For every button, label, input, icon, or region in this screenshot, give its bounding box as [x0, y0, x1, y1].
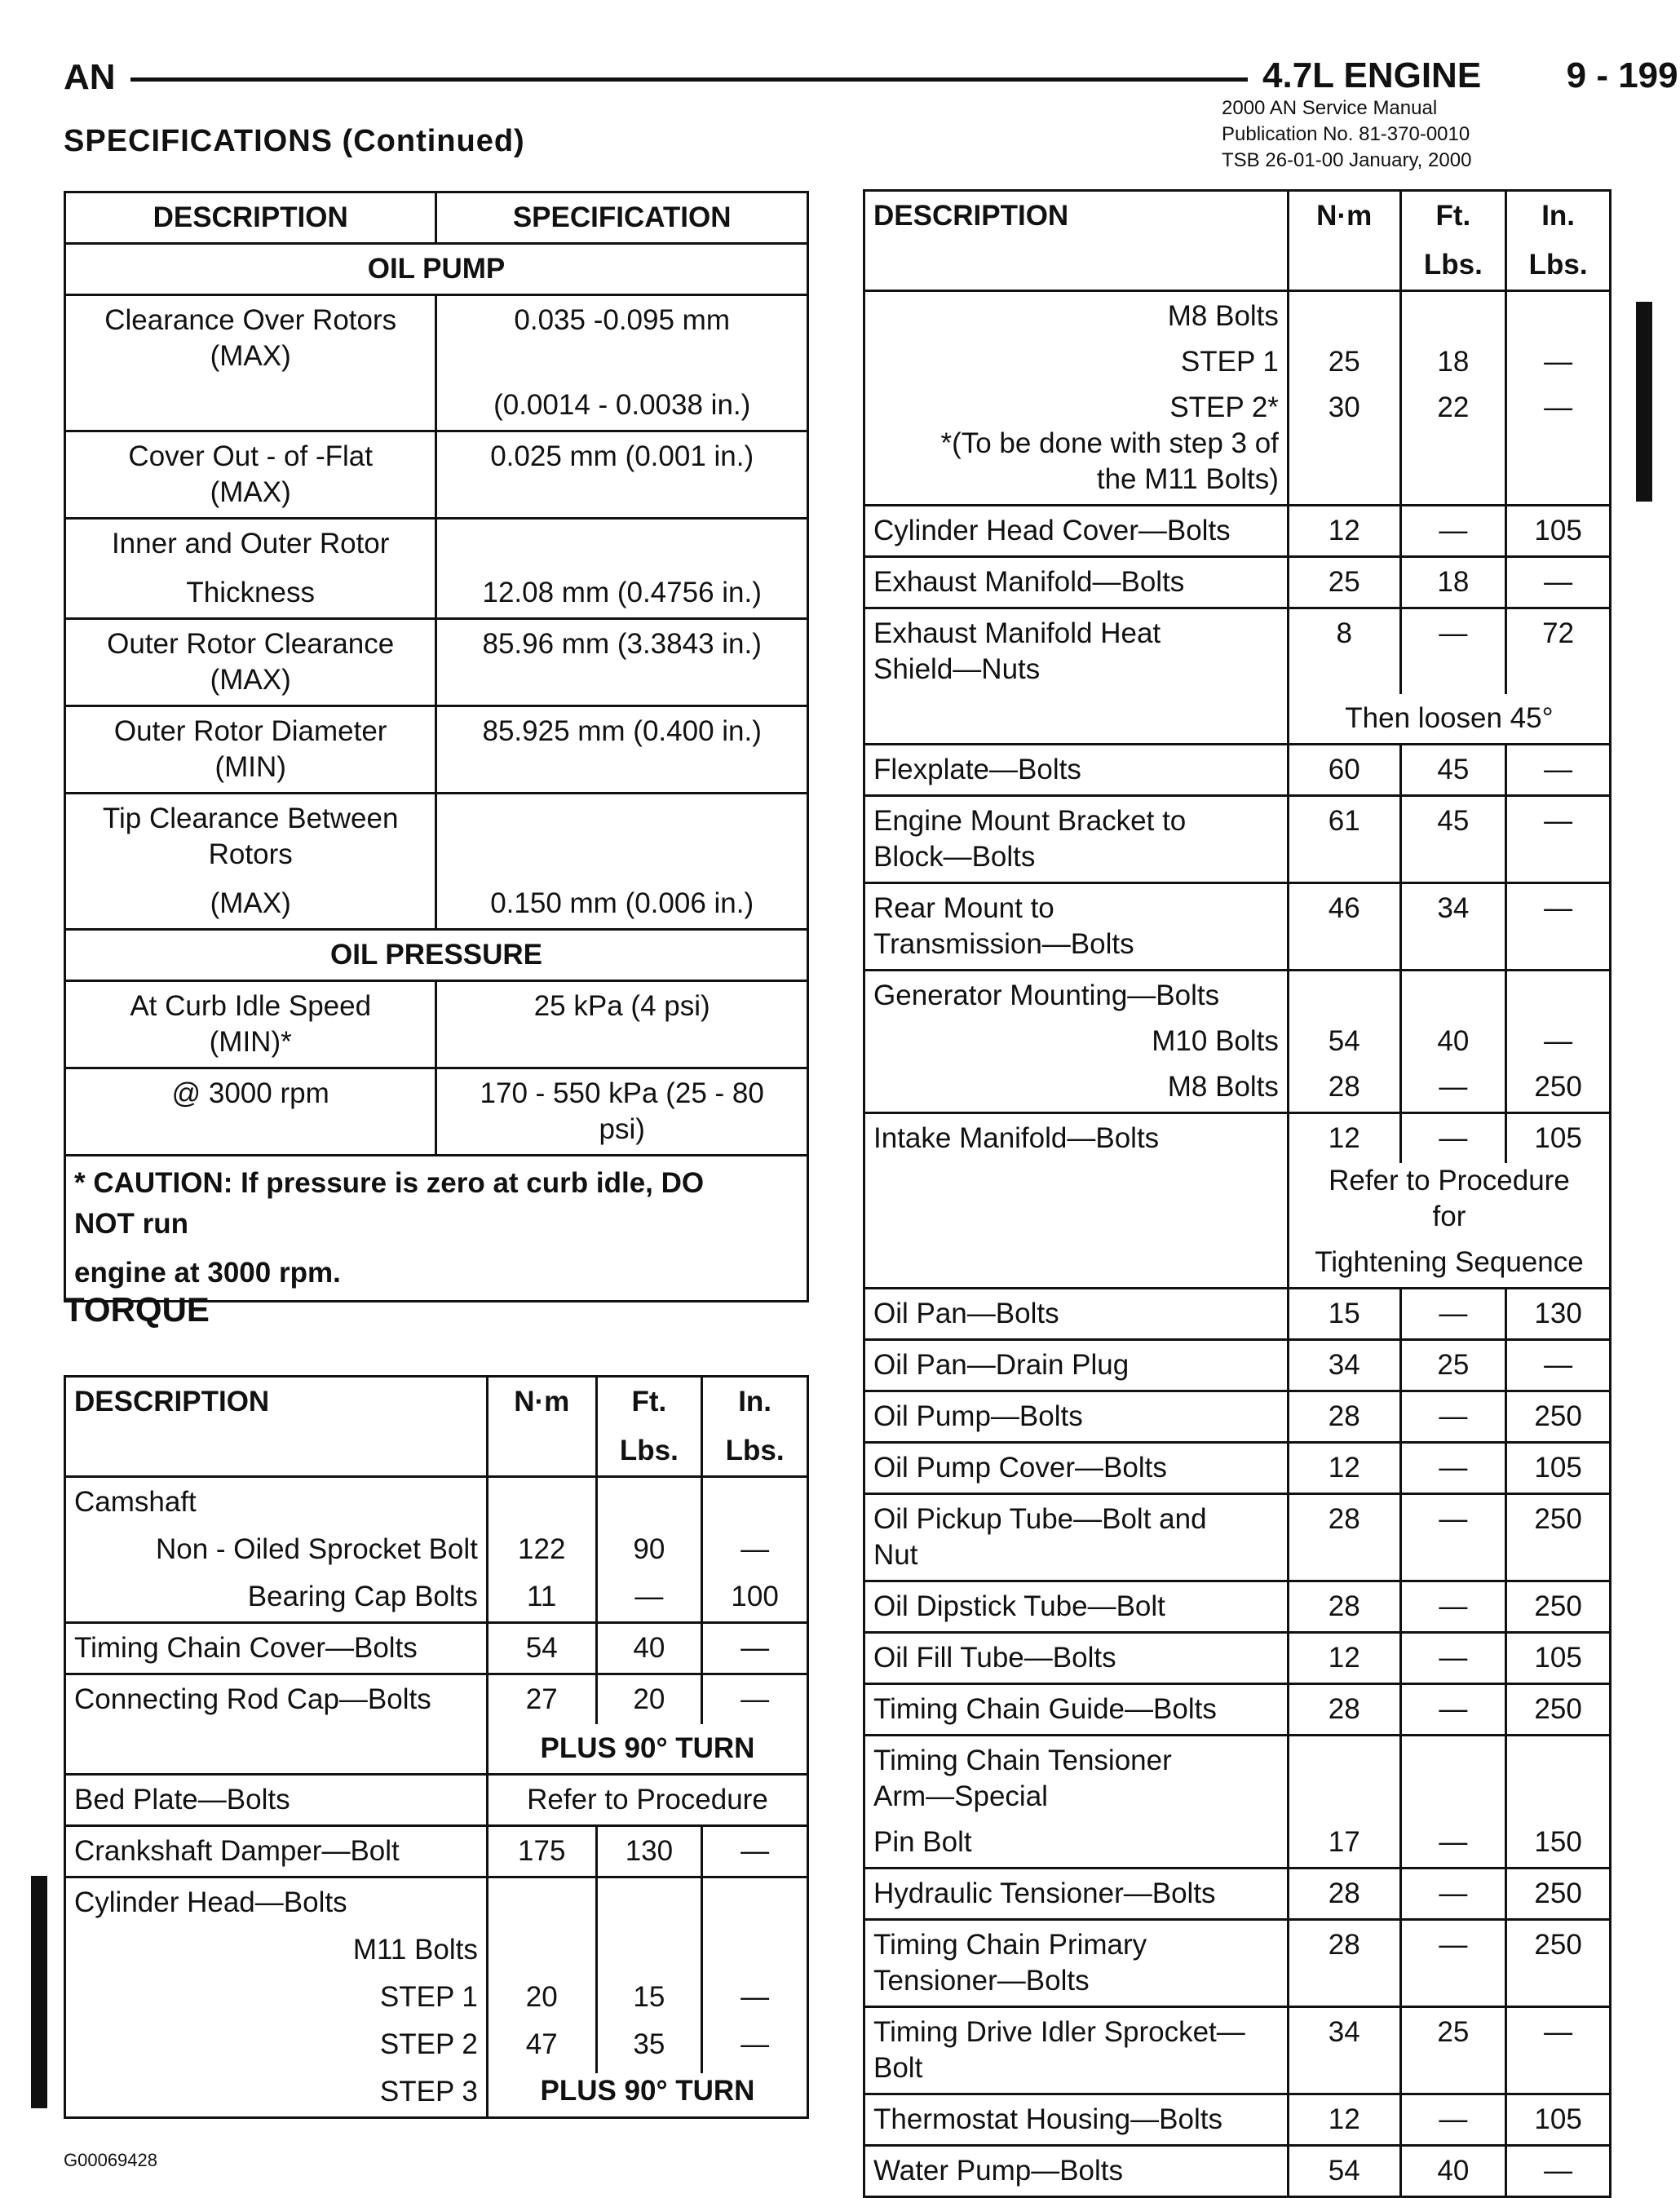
torque-ft: 40 — — [1400, 971, 1506, 1113]
torque-header-ft: Ft. Lbs. — [596, 1377, 702, 1477]
table-row — [65, 619, 808, 706]
table-row — [65, 519, 808, 619]
torque-desc: Intake Manifold—Bolts — [864, 1113, 1289, 1289]
oil-pressure-heading: OIL PRESSURE — [65, 930, 808, 981]
spec-header-description: DESCRIPTION — [65, 192, 436, 244]
torque-in: — 250 — [1506, 971, 1611, 1113]
torque-note: Then loosen 45° — [1288, 694, 1610, 745]
table-row — [864, 1443, 1611, 1494]
spec-value: 85.96 mm (3.3843 in.) — [436, 619, 808, 706]
torque-table-right — [863, 189, 1611, 2198]
torque-ft: 25 — [1400, 1340, 1506, 1391]
table-row — [65, 1826, 808, 1877]
torque-desc: Hydraulic Tensioner—Bolts — [864, 1869, 1289, 1920]
header-title — [1262, 55, 1678, 96]
torque-header-nm: N·m — [1288, 191, 1400, 291]
torque-in: 105 — [1506, 506, 1611, 557]
torque-desc: Generator Mounting—Bolts M10 Bolts M8 Bolts — [864, 971, 1289, 1113]
torque-ft: 25 — [1400, 2007, 1506, 2094]
spec-value: 0.025 mm (0.001 in.) — [436, 431, 808, 519]
spec-value: 0.150 mm (0.006 in.) — [436, 794, 808, 930]
torque-in: 105 — [1506, 1113, 1611, 1164]
torque-nm: 20 47 — [487, 1877, 596, 2073]
torque-in: 250 — [1506, 1581, 1611, 1633]
table-row — [864, 291, 1611, 506]
torque-header-in: In. Lbs. — [1506, 191, 1611, 291]
torque-ft: — — [1400, 1633, 1506, 1684]
torque-note: PLUS 90° TURN — [487, 2073, 807, 2118]
torque-note: Refer to Procedure — [487, 1775, 807, 1826]
spec-header-specification: SPECIFICATION — [436, 192, 808, 244]
page-number: 9 - 199 — [1566, 55, 1678, 95]
torque-nm: 12 — [1288, 2094, 1400, 2146]
spec-desc: At Curb Idle Speed (MIN)* — [65, 981, 436, 1068]
spec-desc: Inner and Outer Rotor Thickness — [65, 519, 436, 619]
torque-header-nm: N·m — [487, 1377, 596, 1477]
torque-desc: Oil Pan—Drain Plug — [864, 1340, 1289, 1391]
spec-desc: Clearance Over Rotors (MAX) — [65, 295, 436, 431]
table-row — [864, 557, 1611, 608]
torque-desc: Camshaft Non - Oiled Sprocket Bolt Bearing Cap Bolts — [65, 1477, 488, 1623]
torque-nm: 60 — [1288, 745, 1400, 796]
torque-desc: Exhaust Manifold Heat Shield—Nuts — [864, 608, 1289, 745]
torque-desc: M8 Bolts STEP 1 STEP 2* *(To be done with step 3 of the M11 Bolts) — [864, 291, 1289, 506]
torque-nm: 122 11 — [487, 1477, 596, 1623]
torque-desc: Connecting Rod Cap—Bolts — [65, 1674, 488, 1775]
torque-ft: 18 22 — [1400, 291, 1506, 506]
change-bar-left — [31, 1876, 47, 2108]
torque-header-in: In. Lbs. — [702, 1377, 808, 1477]
torque-in: — — [1506, 2146, 1611, 2197]
torque-ft: — — [1400, 1289, 1506, 1340]
torque-title: TORQUE — [64, 1290, 210, 1329]
section-title: SPECIFICATIONS (Continued) — [64, 124, 525, 158]
publication-info — [1222, 95, 1471, 174]
torque-desc: Crankshaft Damper—Bolt — [65, 1826, 488, 1877]
torque-ft: 130 — [596, 1826, 702, 1877]
oil-pump-heading: OIL PUMP — [65, 244, 808, 295]
torque-in: 105 — [1506, 2094, 1611, 2146]
torque-nm: 28 — [1288, 1920, 1400, 2007]
torque-nm: 61 — [1288, 796, 1400, 883]
torque-in: — — — [702, 1877, 808, 2073]
spec-desc: Tip Clearance Between Rotors (MAX) — [65, 794, 436, 930]
table-row — [65, 1877, 808, 2073]
torque-nm: 28 — [1288, 1391, 1400, 1443]
spec-value: 12.08 mm (0.4756 in.) — [436, 519, 808, 619]
torque-ft: — — [1400, 2094, 1506, 2146]
torque-nm: 8 — [1288, 608, 1400, 695]
torque-in: 130 — [1506, 1289, 1611, 1340]
torque-in: 250 — [1506, 1494, 1611, 1581]
torque-in: — — [1506, 1340, 1611, 1391]
torque-desc: Flexplate—Bolts — [864, 745, 1289, 796]
torque-in: — — [1506, 557, 1611, 608]
header-section-code: AN — [64, 57, 116, 97]
torque-nm: 15 — [1288, 1289, 1400, 1340]
torque-nm: 54 28 — [1288, 971, 1400, 1113]
torque-desc: Oil Pump—Bolts — [864, 1391, 1289, 1443]
torque-ft: 40 — [1400, 2146, 1506, 2197]
torque-in: 105 — [1506, 1633, 1611, 1684]
torque-in: — — [1506, 745, 1611, 796]
torque-table-left — [64, 1375, 809, 2119]
torque-in: — — [702, 1826, 808, 1877]
torque-desc: Rear Mount to Transmission—Bolts — [864, 883, 1289, 971]
torque-ft: — — [1400, 1113, 1506, 1164]
header-engine-title: 4.7L ENGINE — [1262, 55, 1482, 95]
torque-nm: 12 — [1288, 1113, 1400, 1164]
torque-in: — 100 — [702, 1477, 808, 1623]
table-row — [864, 1340, 1611, 1391]
pub-line: TSB 26-01-00 January, 2000 — [1222, 149, 1472, 171]
torque-ft: — — [1400, 608, 1506, 695]
torque-in: 105 — [1506, 1443, 1611, 1494]
pub-line: 2000 AN Service Manual — [1222, 97, 1438, 119]
torque-in: — — — [1506, 291, 1611, 506]
torque-desc: Oil Pan—Bolts — [864, 1289, 1289, 1340]
table-row — [65, 794, 808, 930]
table-row — [65, 1623, 808, 1674]
torque-in: 250 — [1506, 1869, 1611, 1920]
torque-header-ft: Ft. Lbs. — [1400, 191, 1506, 291]
torque-ft: 45 — [1400, 745, 1506, 796]
spec-value: 170 - 550 kPa (25 - 80 psi) — [436, 1068, 808, 1156]
table-row — [65, 431, 808, 519]
torque-ft: — — [1400, 1494, 1506, 1581]
torque-desc: Oil Pickup Tube—Bolt and Nut — [864, 1494, 1289, 1581]
change-bar-right — [1636, 302, 1652, 502]
caution-note: * CAUTION: If pressure is zero at curb idle, DO NOT run engine at 3000 rpm. — [65, 1156, 808, 1302]
table-row — [864, 1494, 1611, 1581]
torque-desc: Timing Chain Guide—Bolts — [864, 1684, 1289, 1736]
table-row — [864, 1581, 1611, 1633]
torque-in: — — [702, 1623, 808, 1674]
torque-nm: 28 — [1288, 1684, 1400, 1736]
torque-nm: 12 — [1288, 1443, 1400, 1494]
table-row — [864, 2146, 1611, 2197]
torque-ft: 34 — [1400, 883, 1506, 971]
torque-desc: Engine Mount Bracket to Block—Bolts — [864, 796, 1289, 883]
torque-nm: 34 — [1288, 1340, 1400, 1391]
header-rule — [130, 77, 1248, 82]
torque-header-description: DESCRIPTION — [65, 1377, 488, 1477]
spec-desc: Cover Out - of -Flat (MAX) — [65, 431, 436, 519]
pub-line: Publication No. 81-370-0010 — [1222, 123, 1470, 145]
torque-in: 150 — [1506, 1736, 1611, 1869]
torque-desc: Exhaust Manifold—Bolts — [864, 557, 1289, 608]
torque-ft: — — [1400, 1736, 1506, 1869]
torque-in: 250 — [1506, 1391, 1611, 1443]
torque-ft: — — [1400, 1684, 1506, 1736]
torque-nm: 12 — [1288, 506, 1400, 557]
torque-nm: 17 — [1288, 1736, 1400, 1869]
torque-nm: 54 — [1288, 2146, 1400, 2197]
torque-nm: 25 30 — [1288, 291, 1400, 506]
spec-table — [64, 191, 809, 1302]
table-row — [65, 1775, 808, 1826]
torque-nm: 175 — [487, 1826, 596, 1877]
table-row — [864, 971, 1611, 1113]
spec-value: 85.925 mm (0.400 in.) — [436, 706, 808, 794]
table-row — [864, 1869, 1611, 1920]
torque-nm: 34 — [1288, 2007, 1400, 2094]
torque-desc: Oil Fill Tube—Bolts — [864, 1633, 1289, 1684]
table-row — [65, 1477, 808, 1623]
torque-note: PLUS 90° TURN — [487, 1724, 807, 1775]
table-row — [864, 1289, 1611, 1340]
table-row — [864, 1633, 1611, 1684]
torque-ft: — — [1400, 506, 1506, 557]
torque-desc: Oil Dipstick Tube—Bolt — [864, 1581, 1289, 1633]
torque-ft: 20 — [596, 1674, 702, 1725]
torque-in: — — [702, 1674, 808, 1725]
torque-ft: 40 — [596, 1623, 702, 1674]
table-row — [65, 981, 808, 1068]
torque-ft: — — [1400, 1581, 1506, 1633]
table-row — [65, 295, 808, 431]
torque-ft: — — [1400, 1920, 1506, 2007]
spec-value: 0.035 -0.095 mm (0.0014 - 0.0038 in.) — [436, 295, 808, 431]
torque-ft: — — [1400, 1869, 1506, 1920]
table-row — [864, 1113, 1611, 1164]
torque-ft: 90 — — [596, 1477, 702, 1623]
torque-desc: Thermostat Housing—Bolts — [864, 2094, 1289, 2146]
torque-nm: 28 — [1288, 1494, 1400, 1581]
torque-in: 250 — [1506, 1920, 1611, 2007]
torque-desc: Timing Chain Tensioner Arm—Special Pin Bolt — [864, 1736, 1289, 1869]
torque-nm: 27 — [487, 1674, 596, 1725]
torque-nm: 25 — [1288, 557, 1400, 608]
torque-desc: Cylinder Head Cover—Bolts — [864, 506, 1289, 557]
table-row — [864, 745, 1611, 796]
torque-desc: Timing Drive Idler Sprocket— Bolt — [864, 2007, 1289, 2094]
torque-nm: 28 — [1288, 1581, 1400, 1633]
torque-desc: Bed Plate—Bolts — [65, 1775, 488, 1826]
table-row — [65, 1068, 808, 1156]
spec-desc: Outer Rotor Clearance (MAX) — [65, 619, 436, 706]
torque-in: 250 — [1506, 1684, 1611, 1736]
torque-nm: 28 — [1288, 1869, 1400, 1920]
table-row — [864, 1391, 1611, 1443]
torque-nm: 12 — [1288, 1633, 1400, 1684]
table-row — [864, 506, 1611, 557]
torque-in: — — [1506, 2007, 1611, 2094]
table-row — [65, 1674, 808, 1725]
torque-in: 72 — [1506, 608, 1611, 695]
table-row — [864, 883, 1611, 971]
torque-nm: 54 — [487, 1623, 596, 1674]
table-row — [864, 796, 1611, 883]
torque-desc: Water Pump—Bolts — [864, 2146, 1289, 2197]
table-row — [864, 1736, 1611, 1869]
torque-in: — — [1506, 883, 1611, 971]
table-row — [864, 1684, 1611, 1736]
table-row — [65, 706, 808, 794]
torque-ft: — — [1400, 1443, 1506, 1494]
torque-desc: Cylinder Head—Bolts M11 Bolts STEP 1 STEP 2 STEP 3 — [65, 1877, 488, 2118]
torque-ft: 15 35 — [596, 1877, 702, 2073]
spec-desc: @ 3000 rpm — [65, 1068, 436, 1156]
torque-header-description: DESCRIPTION — [864, 191, 1289, 291]
table-row — [864, 1920, 1611, 2007]
torque-ft: — — [1400, 1391, 1506, 1443]
table-row — [864, 608, 1611, 695]
torque-ft: 18 — [1400, 557, 1506, 608]
torque-in: — — [1506, 796, 1611, 883]
torque-nm: 46 — [1288, 883, 1400, 971]
figure-code: G00069428 — [64, 2150, 157, 2170]
torque-desc: Timing Chain Primary Tensioner—Bolts — [864, 1920, 1289, 2007]
spec-desc: Outer Rotor Diameter (MIN) — [65, 706, 436, 794]
torque-note: Refer to Procedure for Tightening Sequence — [1288, 1163, 1610, 1289]
torque-desc: Timing Chain Cover—Bolts — [65, 1623, 488, 1674]
torque-ft: 45 — [1400, 796, 1506, 883]
spec-value: 25 kPa (4 psi) — [436, 981, 808, 1068]
torque-desc: Oil Pump Cover—Bolts — [864, 1443, 1289, 1494]
table-row — [864, 2007, 1611, 2094]
table-row — [864, 2094, 1611, 2146]
